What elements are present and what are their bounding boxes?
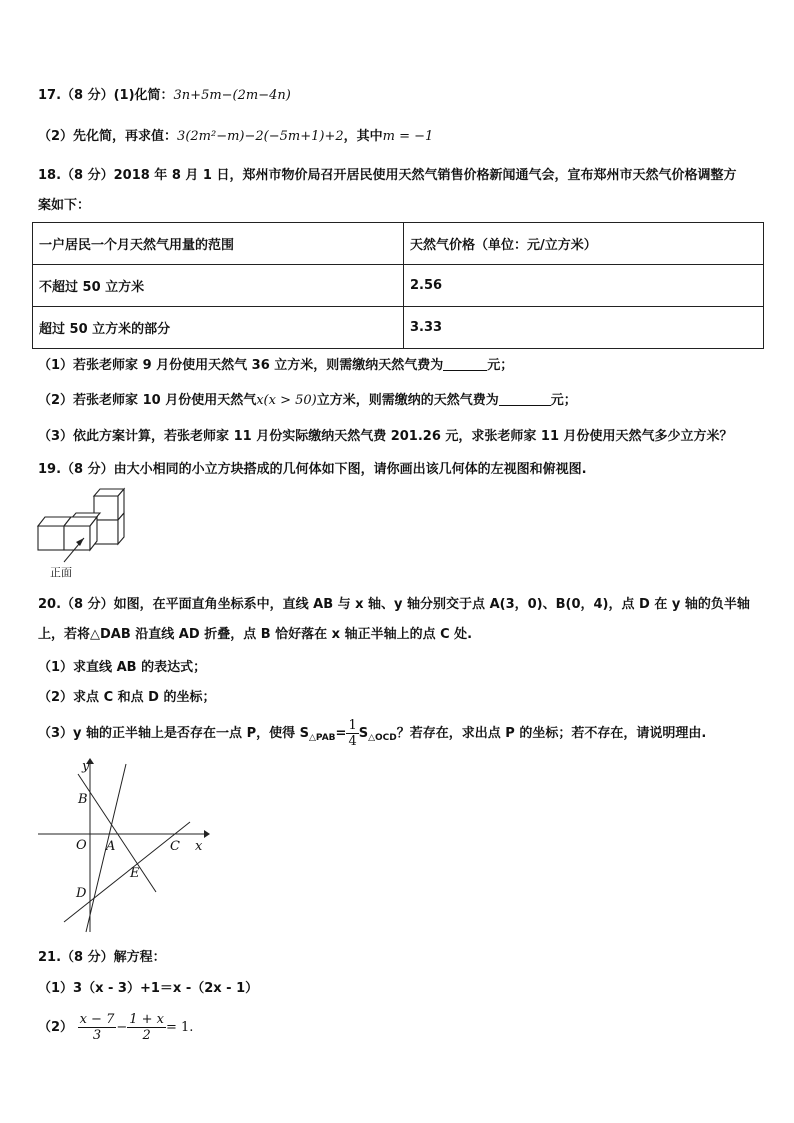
cube-figure [36, 486, 136, 578]
point-label-d: D [76, 886, 87, 901]
q18-part3: （3）依此方案计算，若张老师家 11 月份实际缴纳天然气费 201.26 元，求张老师家 11 月份使用天然气多少立方米？ [38, 429, 733, 444]
q18-line2: 案如下： [38, 198, 91, 213]
q20-part2: （2）求点 C 和点 D 的坐标； [38, 690, 216, 705]
q20-line2: 上，若将△DAB 沿直线 AD 折叠，点 B 恰好落在 x 轴正半轴上的点 C 处. [38, 627, 473, 642]
point-label-a: A [106, 839, 116, 854]
q18-p2-unit: 元； [550, 393, 577, 408]
q21-p2-label: （2） [38, 1020, 74, 1035]
fraction-x-minus-7-over-3 [78, 1012, 117, 1043]
table-header-cell: 一户居民一个月天然气用量的范围 [33, 223, 404, 265]
q18-part2 [38, 391, 577, 411]
q21-head: 21.（8 分）解方程： [38, 950, 166, 965]
gas-price-table [32, 222, 764, 349]
fraction-denominator: 3 [92, 1028, 102, 1043]
table-header-cell: 天然气价格（单位：元/立方米） [404, 223, 764, 265]
q17-part2 [38, 127, 433, 147]
q17-part2-head: （2）先化简，再求值： [38, 129, 178, 144]
axis-label-y: y [82, 759, 90, 774]
q21-part2 [38, 1008, 193, 1048]
q18-line1: 18.（8 分）2018 年 8 月 1 日，郑州市物价局召开居民使用天然气销售价格新闻通气会，宣布郑州市天然气价格调整方 [38, 168, 737, 183]
coordinate-figure [34, 756, 214, 934]
q20-p3-text2: ？若存在，求出点 P 的坐标；若不存在，请说明理由. [396, 726, 707, 741]
q18-part1 [38, 356, 513, 376]
minus-sign: − [116, 1020, 128, 1035]
fraction-numerator: x − 7 [79, 1012, 115, 1027]
table-row [33, 265, 764, 307]
point-label-c: C [170, 839, 180, 854]
q21-part1: （1）3（x - 3）+1＝x -（2x - 1） [38, 981, 259, 996]
q18-p2-expr: x(x > 50) [256, 393, 317, 408]
area-sub-pab: △PAB [309, 733, 336, 743]
fraction-denominator: 2 [142, 1028, 151, 1043]
q17-part1 [38, 86, 291, 106]
point-label-o: O [76, 838, 87, 853]
q18-p2-text: （2）若张老师家 10 月份使用天然气 [38, 393, 257, 408]
point-label-e: E [130, 866, 140, 881]
equation-tail: = 1. [166, 1020, 194, 1035]
table-cell: 3.33 [404, 307, 764, 349]
q20-p3-text: （3）y 轴的正半轴上是否存在一点 P，使得 S [38, 726, 309, 741]
q20-line1: 20.（8 分）如图，在平面直角坐标系中，直线 AB 与 x 轴、y 轴分别交于点 A(3，0)、B(0，4)，点 D 在 y 轴的负半轴 [38, 597, 750, 612]
q17-head: 17.（8 分）(1)化简： [38, 88, 174, 103]
equals-sign: = [335, 726, 347, 741]
table-header-row [33, 223, 764, 265]
fraction-one-quarter [346, 718, 358, 749]
fraction-1-plus-x-over-2 [127, 1012, 166, 1043]
q20-part3 [38, 716, 706, 756]
fraction-numerator: 1 [348, 718, 357, 733]
fraction-numerator: 1 + x [129, 1012, 165, 1027]
q20-part1: （1）求直线 AB 的表达式； [38, 660, 207, 675]
q18-p2-text2: 立方米，则需缴纳的天然气费为 [316, 393, 499, 408]
q19-text: 19.（8 分）由大小相同的小立方块搭成的几何体如下图，请你画出该几何体的左视图和俯视图. [38, 462, 587, 477]
answer-blank [499, 391, 551, 406]
q18-p1-unit: 元； [487, 358, 514, 373]
axis-label-x: x [195, 839, 203, 854]
table-row [33, 307, 764, 349]
area-symbol: S [358, 726, 369, 741]
q17-expr1: 3n+5m−(2m−4n) [173, 88, 291, 103]
table-cell: 超过 50 立方米的部分 [33, 307, 404, 349]
area-sub-ocd: △OCD [368, 733, 397, 743]
table-cell: 不超过 50 立方米 [33, 265, 404, 307]
table-cell: 2.56 [404, 265, 764, 307]
front-label: 正面 [50, 566, 72, 578]
q17-expr2: 3(2m²−m)−2(−5m+1)+2 [177, 129, 344, 144]
fraction-denominator: 4 [348, 734, 357, 749]
q17-cond-prefix: ，其中 [343, 129, 383, 144]
answer-blank [443, 356, 487, 371]
q17-cond: m = −1 [382, 129, 434, 144]
point-label-b: B [78, 792, 88, 807]
q18-p1-text: （1）若张老师家 9 月份使用天然气 36 立方米，则需缴纳天然气费为 [38, 358, 444, 373]
